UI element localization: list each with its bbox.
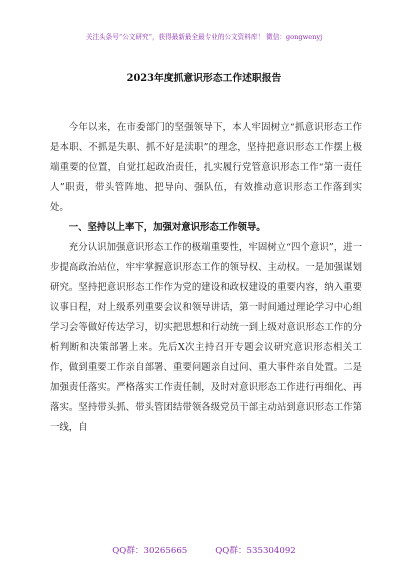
- footer-qq-group-2: QQ群：535304092: [215, 546, 296, 556]
- document-title: 2023年度抓意识形态工作述职报告: [126, 73, 282, 84]
- paragraph-section-1: 充分认识加强意识形态工作的极端重要性，牢固树立“四个意识”，进一步提高政治站位，牢牢掌握意识形态工作的领导权、主动权。一是加强谋划研究。坚持把意识形态工作作为党的建设和政权建设的重要内容，纳入重要议事日程，对上级系列重要会议和领导讲话，第一时间通过理论学习中心组学习会等做好传达学习，切实把思想和行动统一到上级对意识形态工作的分析判断和决策部署上来。先后X次主持召开专题会议研究意识形态相关工作，做到重要工作亲自部署、重要问题亲自过问、重大事件亲自处置。二是加强责任落实。严格落实工作责任制，及时对意识形态工作进行再细化、再落实。坚持带头抓、带头管团结带领各级党员干部主动站到意识形态工作第一线，自: [50, 242, 362, 433]
- footer-qq-group-1: QQ群：30265665: [112, 546, 188, 556]
- paragraph-intro: 今年以来，在市委部门的坚强领导下，本人牢固树立“抓意识形态工作是本职、不抓是失职、抓不好是渎职”的理念，坚持把意识形态工作摆上极端重要的位置，自觉扛起政治责任，扎实履行党管意识形态工作“第一责任人”职责，带头管阵地、把导向、强队伍，有效推动意识形态工作落到实处。: [50, 122, 362, 213]
- footer-contacts: [0, 544, 408, 556]
- section-heading-1: 一、坚持以上率下，加强对意识形态工作领导。: [68, 222, 266, 233]
- document-body: [50, 118, 362, 438]
- header-banner: 关注头条号“公文研究”，获得最新最全最专业的公文资料库！ 微信：gongwenyj: [85, 33, 323, 41]
